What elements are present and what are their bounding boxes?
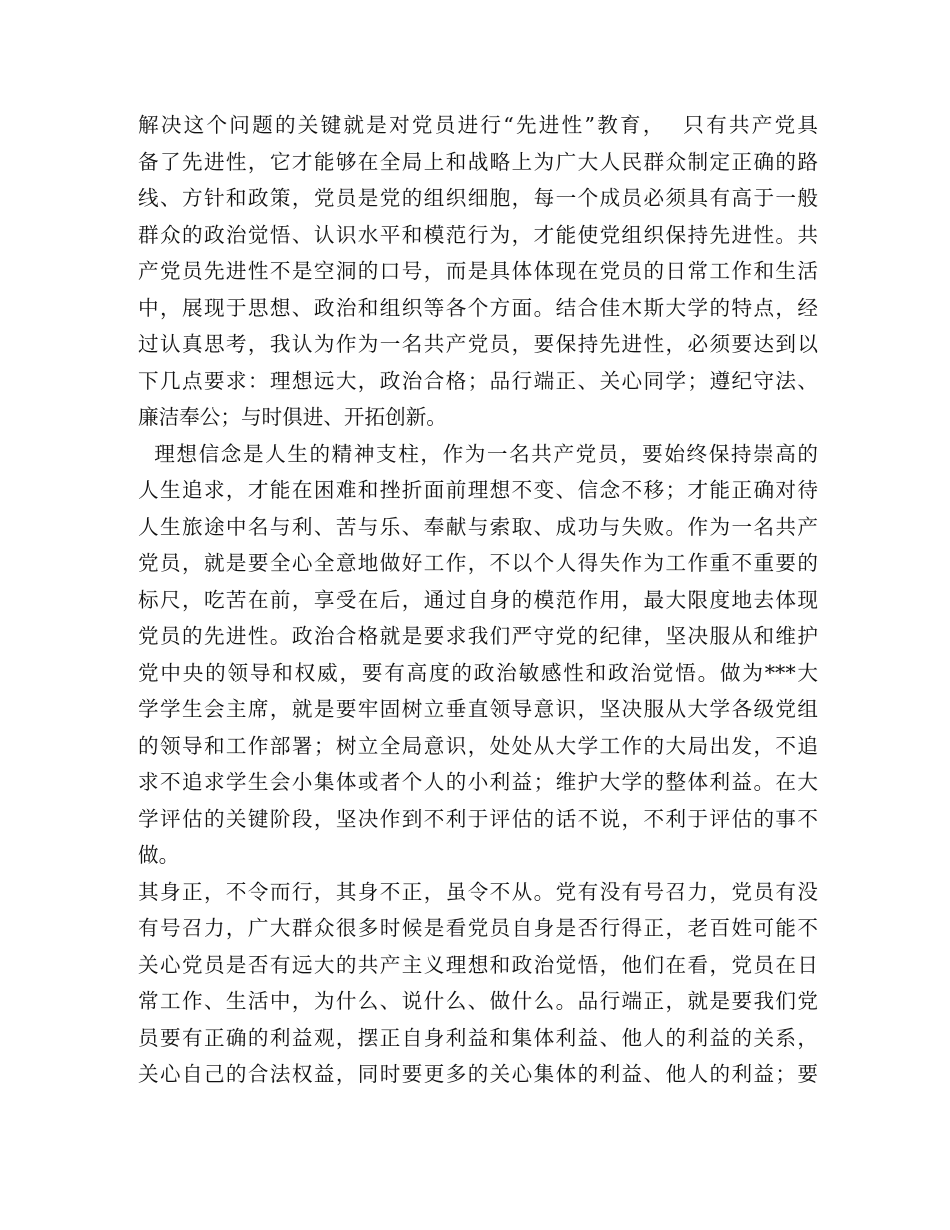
text-line: 学学生会主席，就是要牢固树立垂直领导意识，坚决服从大学各级党组 bbox=[138, 697, 818, 721]
text-line: 学评估的关键阶段，坚决作到不利于评估的话不说，不利于评估的事不 bbox=[138, 806, 818, 831]
text-line: 备了先进性，它才能够在全局上和战略上为广大人民群众制定正确的路 bbox=[138, 149, 818, 174]
text-line: 标尺，吃苦在前，享受在后，通过自身的模范作用，最大限度地去体现 bbox=[138, 587, 818, 612]
text-line: 人生旅途中名与利、苦与乐、奉献与索取、成功与失败。作为一名共产 bbox=[138, 514, 818, 539]
text-line: 群众的政治觉悟、认识水平和模范行为，才能使党组织保持先进性。共 bbox=[138, 222, 818, 247]
paragraph bbox=[138, 436, 818, 874]
text-line: 廉洁奉公；与时俱进、开拓创新。 bbox=[138, 405, 447, 429]
body-text bbox=[138, 107, 818, 1093]
text-line: 有号召力，广大群众很多时候是看党员自身是否行得正，老百姓可能不 bbox=[138, 916, 818, 940]
text-line: 员要有正确的利益观，摆正自身利益和集体利益、他人的利益的关系， bbox=[138, 1025, 818, 1050]
text-line: 中，展现于思想、政治和组织等各个方面。结合佳木斯大学的特点，经 bbox=[138, 295, 818, 320]
text-line: 关心自己的合法权益，同时要更多的关心集体的利益、他人的利益；要 bbox=[138, 1062, 818, 1086]
text-line: 做。 bbox=[138, 843, 180, 867]
text-line: 其身正，不令而行，其身不正，虽令不从。党有没有号召力，党员有没 bbox=[138, 879, 818, 904]
text-line: 人生追求，才能在困难和挫折面前理想不变、信念不移；才能正确对待 bbox=[138, 478, 818, 502]
text-line: 过认真思考，我认为作为一名共产党员，要保持先进性，必须要达到以 bbox=[138, 332, 818, 356]
text-line: 党中央的领导和权威，要有高度的政治敏感性和政治觉悟。做为***大 bbox=[138, 660, 818, 685]
paragraph bbox=[138, 874, 818, 1093]
text-line: 的领导和工作部署；树立全局意识，处处从大学工作的大局出发，不追 bbox=[138, 733, 818, 758]
text-line: 产党员先进性不是空洞的口号，而是具体体现在党员的日常工作和生活 bbox=[138, 259, 818, 283]
text-line: 常工作、生活中，为什么、说什么、做什么。品行端正，就是要我们党 bbox=[138, 989, 818, 1013]
paragraph bbox=[138, 107, 818, 436]
text-line: 求不追求学生会小集体或者个人的小利益；维护大学的整体利益。在大 bbox=[138, 770, 818, 794]
text-line: 解决这个问题的关键就是对党员进行“先进性”教育， 只有共产党具 bbox=[138, 113, 818, 137]
text-line: 理想信念是人生的精神支柱，作为一名共产党员，要始终保持崇高的 bbox=[138, 441, 818, 466]
text-line: 党员的先进性。政治合格就是要求我们严守党的纪律，坚决服从和维护 bbox=[138, 624, 818, 648]
text-line: 线、方针和政策，党员是党的组织细胞，每一个成员必须具有高于一般 bbox=[138, 186, 818, 210]
text-line: 党员，就是要全心全意地做好工作，不以个人得失作为工作重不重要的 bbox=[138, 551, 818, 575]
text-line: 关心党员是否有远大的共产主义理想和政治觉悟，他们在看，党员在日 bbox=[138, 952, 818, 977]
text-line: 下几点要求：理想远大，政治合格；品行端正、关心同学；遵纪守法、 bbox=[138, 368, 818, 393]
